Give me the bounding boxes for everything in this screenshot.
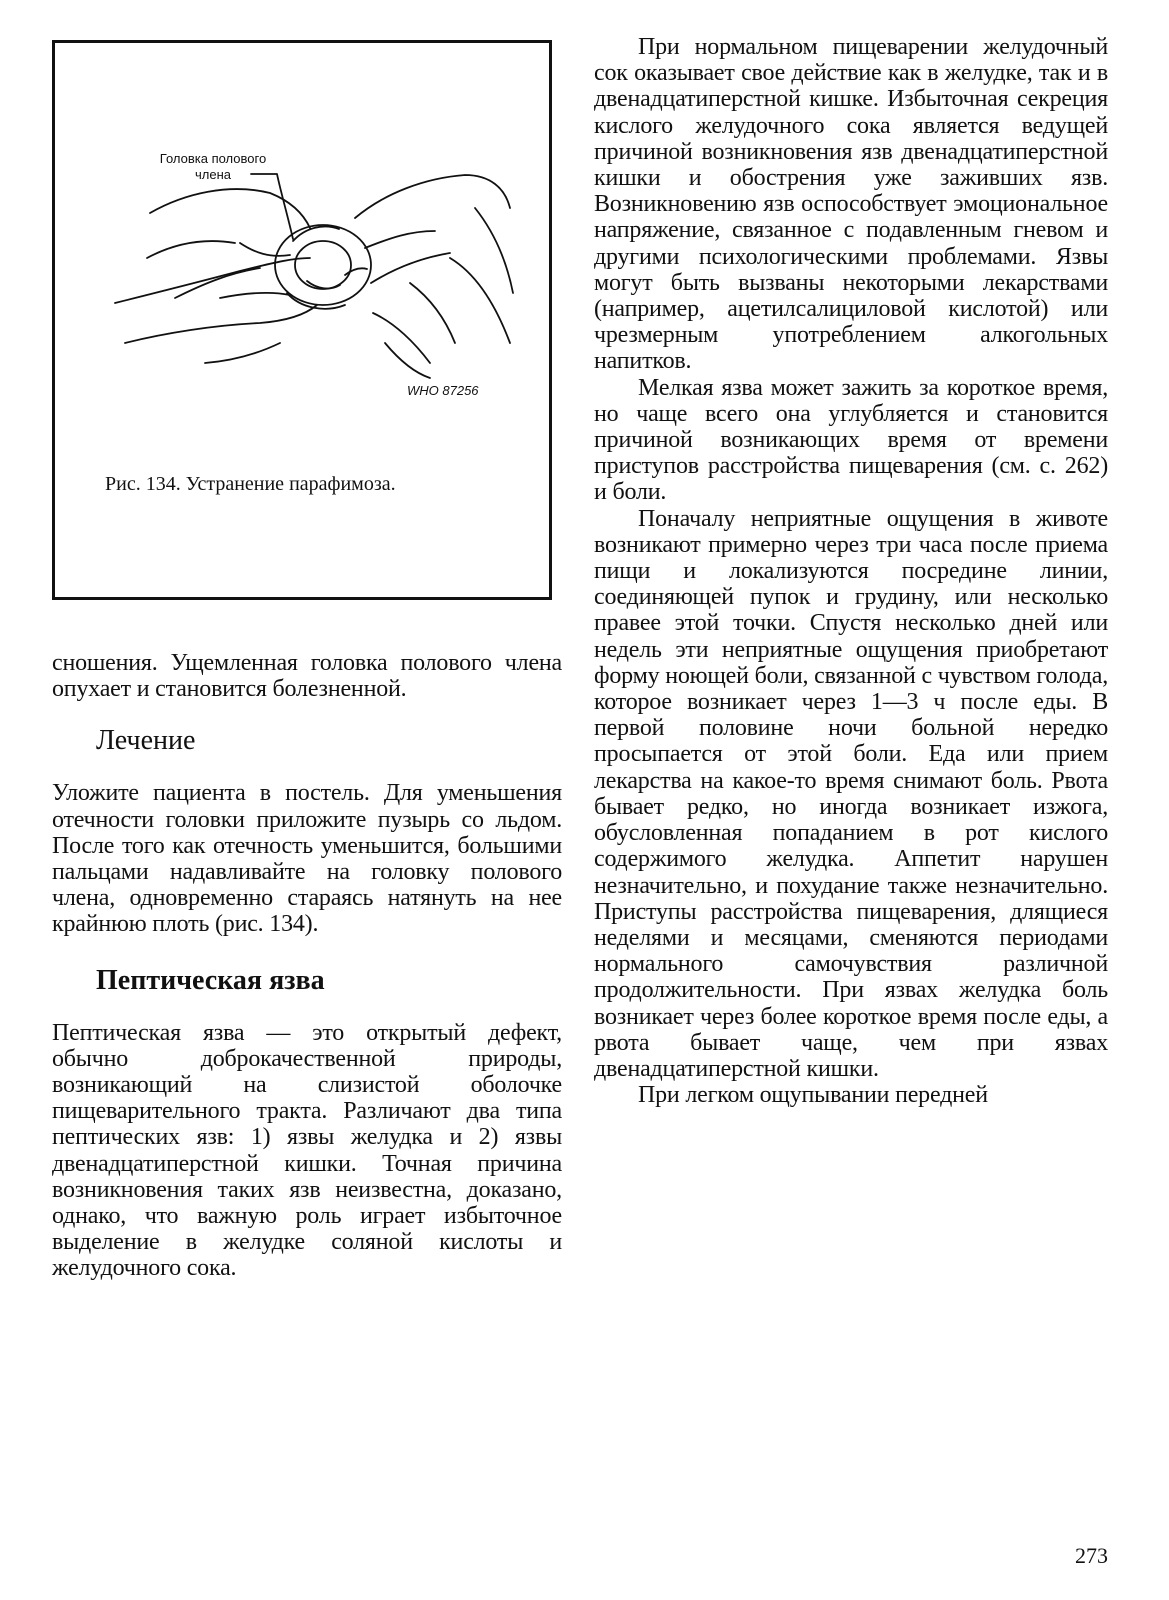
heading-treatment: Лечение <box>96 725 196 757</box>
hands-illustration <box>55 43 549 597</box>
paragraph: Поначалу неприятные ощущения в животе возникают примерно через три часа после приема пищи и локализуются посредине линии, соединяющей пупок и грудину, или несколько правее этой точки. Спустя несколько дней или недель эти неприятные ощущения приобретают форму ноющей боли, связанной с чувством голода, которое возникает через 1—3 ч после еды. В первой половине ночи больной нередко просыпается от этой боли. Еда или прием лекарства на какое-то время снимают боль. Рвота бывает редко, но иногда возникает изжога, обусловленная попаданием в рот кислого содержимого желудка. Аппетит нарушен незначительно, и похудание также незначительно. Приступы расстройства пищеварения, длящиеся неделями и месяцами, сменяются периодами нормального самочувствия различной продолжительности. При язвах желудка боль возникает через более короткое время после еды, а рвота бывает чаще, чем при язвах двенадцатиперстной кишки. <box>594 505 1108 1082</box>
paragraph: При нормальном пищеварении желудочный сок оказывает свое действие как в желудке, так и в двенадцатиперстной кишке. Избыточная секреция кислого желудочного сока является ведущей причиной возникновения язв двенадцатиперстной кишки и обострения уже заживших язв. Возникновению язв оспособствует эмоциональное напряжение, связанное с подавленным гневом и другими психологическими проблемами. Язвы могут быть вызваны некоторыми лекарствами (например, ацетилсалициловой кислотой) или чрезмерным употреблением алкогольных напитков. <box>594 34 1108 375</box>
figure-134 <box>52 40 552 600</box>
paragraph: Пептическая язва — это открытый дефект, обычно доброкачественной природы, возникающий на слизистой оболочке пищеварительного тракта. Различают два типа пептических язв: 1) язвы желудка и 2) язвы двенадцатиперстной кишки. Точная причина возникновения таких язв неизвестна, доказано, однако, что важную роль играет избыточное выделение в желудке соляной кислоты и желудочного сока. <box>52 1019 562 1282</box>
page-number: 273 <box>1075 1543 1108 1568</box>
paragraph: Мелкая язва может зажить за короткое время, но чаще всего она углубляется и становится причиной возникающих время от времени приступов расстройства пищеварения (см. с. 262) и боли. <box>594 374 1108 506</box>
figure-code: WHO 87256 <box>407 383 479 398</box>
paragraph: При легком ощупывании передней <box>638 1082 988 1109</box>
paragraph: Уложите пациента в постель. Для уменьшения отечности головки приложите пузырь со льдом. После того как отечность уменьшится, большими пальцами надавливайте на головку полового члена, одновременно стараясь натянуть на нее крайнюю плоть (рис. 134). <box>52 780 562 938</box>
paragraph: сношения. Ущемленная головка полового члена опухает и становится болезненной. <box>52 650 562 703</box>
right-column <box>594 34 1108 1108</box>
figure-label: Головка полового члена <box>159 151 267 182</box>
figure-caption: Рис. 134. Устранение парафимоза. <box>105 473 396 495</box>
left-column <box>52 650 562 1282</box>
heading-peptic-ulcer: Пептическая язва <box>96 964 325 996</box>
